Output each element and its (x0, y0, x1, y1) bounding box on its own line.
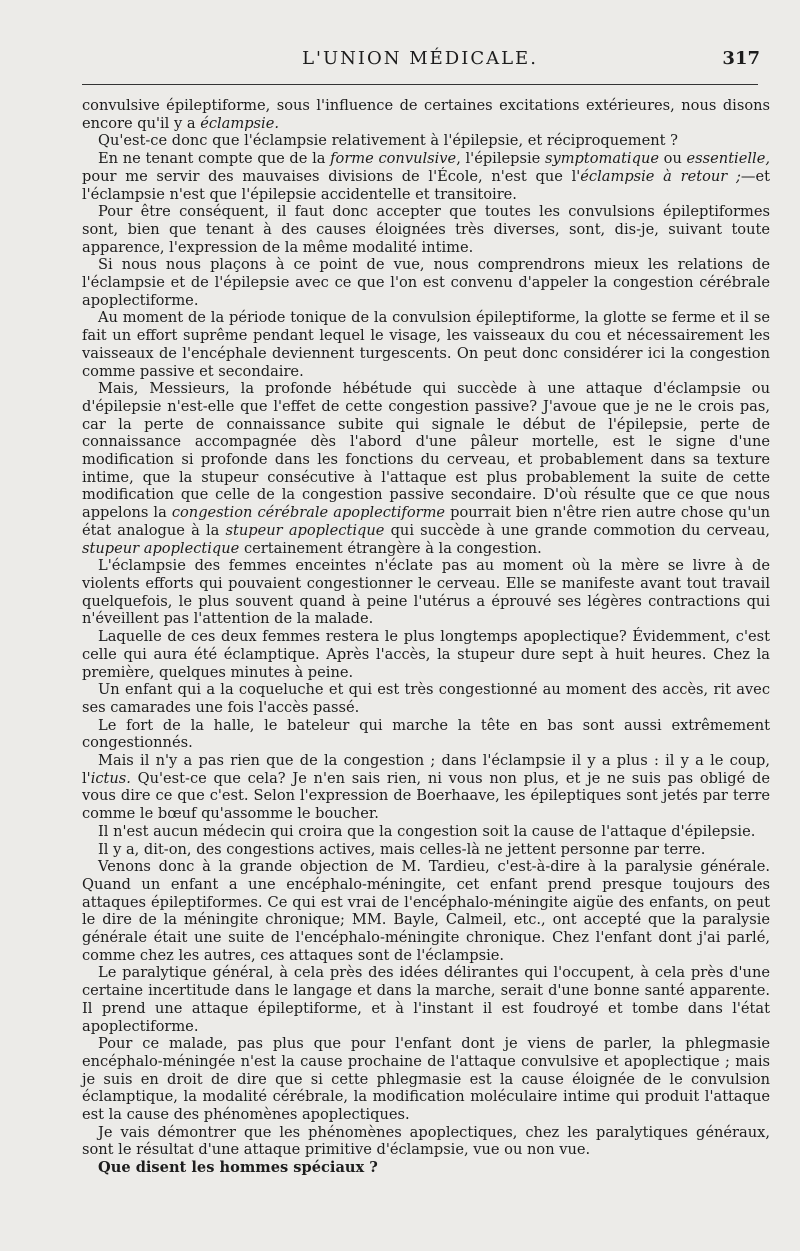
text-run: Pour être conséquent, il faut donc accepter que toutes les convulsions épileptiformes sont, bien que tenant à des causes éloignées très diverses, sont, dis-je, suivant toute apparence, l'expression de la même modalité intime. (82, 203, 770, 256)
italic-text: forme convulsive (330, 150, 457, 168)
paragraph (82, 150, 770, 203)
paragraph (82, 380, 770, 557)
paragraph (82, 823, 770, 841)
paragraph (82, 858, 770, 964)
paragraph (82, 557, 770, 628)
text-run: Il n'est aucun médecin qui croira que la congestion soit la cause de l'attaque d'épilepsie. (98, 822, 756, 840)
paragraph (82, 203, 770, 256)
text-run: En ne tenant compte que de la (98, 150, 331, 168)
paragraph (82, 1124, 770, 1159)
italic-text: stupeur apoplectique (82, 539, 240, 557)
text-run: Pour ce malade, pas plus que pour l'enfant dont je viens de parler, la phlegmasie encéphalo-méningée n'est la cause prochaine de l'attaque convulsive et apoplectique ; mais je suis en droit de dire que si cette phlegmasie est la cause éloignée de le convulsion éclamptique, la modalité cérébrale, la modification moléculaire intime qui produit l'attaque est la cause des phénomènes apoplectiques. (82, 1035, 770, 1124)
text-run: Mais, Messieurs, la profonde hébétude qui succède à une attaque d'éclampsie ou d'épilepsie n'est-elle que l'effet de cette congestion passive? J'avoue que je ne le crois pas, car la perte de connaissance subite qui signale le début de l'épilepsie, perte de connaissance accompagnée dès l'abord d'une pâleur mortelle, est le signe d'une modification si profonde dans les fonctions du cerveau, et probablement dans sa texture intime, que la stupeur consécutive à l'attaque est plus probablement la suite de cette modification que celle de la congestion passive secondaire. D'où résulte que ce que nous appelons la (82, 380, 770, 522)
page-header (80, 48, 760, 72)
text-run: Je vais démontrer que les phénomènes apoplectiques, chez les paralytiques généraux, sont le résultat d'une attaque primitive d'éclampsie, vue ou non vue. (82, 1123, 770, 1159)
text-run: certainement étrangère à la congestion. (239, 539, 542, 557)
text-run: convulsive épileptiforme, sous l'influence de certaines excitations extérieures, nous disons encore qu'il y a (82, 97, 770, 132)
text-run: Mais il n'y a pas rien que de la congestion ; dans l'éclampsie il y a plus : il y a le coup, l' (82, 752, 770, 787)
italic-text: éclampsie. (200, 114, 279, 132)
header-rule (82, 84, 758, 85)
paragraph (82, 1159, 770, 1177)
paragraph (82, 97, 770, 132)
paragraph (82, 628, 770, 681)
paragraph (82, 717, 770, 752)
italic-text: symptomatique (544, 150, 659, 168)
text-run: , l'épilepsie (456, 150, 545, 168)
article-body (82, 97, 770, 1177)
paragraph (82, 256, 770, 309)
paragraph (82, 964, 770, 1035)
paragraph (82, 309, 770, 380)
text-run: qui succède à une grande commotion du cerveau, (384, 521, 770, 539)
text-run: Qu'est-ce que cela? Je n'en sais rien, ni vous non plus, et je ne suis pas obligé de vous dire ce que c'est. Selon l'expression de Boerhaave, les épileptiques sont jetés par terre comme le bœuf qu'assomme le boucher. (82, 769, 770, 823)
text-run: pourrait bien n'être rien autre chose qu'un état analogue à la (82, 504, 771, 539)
text-run: Un enfant qui a la coqueluche et qui est très congestionné au moment des accès, rit avec ses camarades une fois l'accès passé. (82, 681, 770, 716)
paragraph (82, 841, 770, 859)
paragraph (82, 1035, 770, 1124)
text-run: ou (658, 150, 687, 168)
paragraph (82, 681, 770, 716)
text-run: Le fort de la halle, le bateleur qui marche la tête en bas sont aussi extrêmement congestionnés. (82, 716, 770, 752)
text-run: Le paralytique général, à cela près des idées délirantes qui l'occupent, à cela près d'une certaine incertitude dans le langage et dans la marche, serait d'une bonne santé apparente. Il prend une attaque épileptiforme, et à l'instant il est foudroyé et tombe dans l'état apoplectiforme. (82, 964, 770, 1035)
text-run: Si nous nous plaçons à ce point de vue, nous comprendrons mieux les relations de l'éclampsie et de l'épilepsie avec ce que l'on est convenu d'appeler la congestion cérébrale apoplectiforme. (82, 256, 770, 309)
italic-text: ictus. (90, 769, 131, 787)
text-run: Laquelle de ces deux femmes restera le plus longtemps apoplectique? Évidemment, c'est celle qui aura été éclamptique. Après l'accès, la stupeur dure sept à huit heures. Chez la première, quelques minutes à peine. (82, 628, 770, 681)
running-title: L'UNION MÉDICALE. (302, 48, 538, 69)
text-run: Que disent les hommes spéciaux ? (98, 1159, 378, 1177)
paragraph (82, 752, 770, 823)
italic-text: essentielle, (686, 150, 770, 168)
text-run: pour me servir des mauvaises divisions de l'École, n'est que l' (82, 167, 581, 185)
italic-text: stupeur apoplectique (225, 521, 385, 539)
text-run: Il y a, dit-on, des congestions actives, mais celles-là ne jettent personne par terre. (98, 840, 706, 858)
text-run: L'éclampsie des femmes enceintes n'éclate pas au moment où la mère se livre à de violents efforts qui pouvaient congestionner le cerveau. Elle se manifeste avant tout travail quelquefois, le plus souvent quand à peine l'utérus a éprouvé ses légères contractions qui n'éveillent pas l'attention de la malade. (82, 557, 770, 628)
text-run: Venons donc à la grande objection de M. Tardieu, c'est-à-dire à la paralysie générale. Quand un enfant a une encéphalo-méningite, cet enfant prend presque toujours des attaques épileptiformes. Ce qui est vrai de l'encéphalo-méningite aigüe des enfants, on peut le dire de la méningite chronique; MM. Bayle, Calmeil, etc., ont accepté que la paralysie générale était une suite de l'encéphalo-méningite chronique. Chez l'enfant dont j'ai parlé, comme chez les autres, ces attaques sont de l'éclampsie. (82, 858, 770, 964)
page-number: 317 (722, 48, 760, 69)
text-run: —et l'éclampsie n'est que l'épilepsie accidentelle et transitoire. (82, 167, 770, 203)
text-run: Au moment de la période tonique de la convulsion épileptiforme, la glotte se ferme et il se fait un effort suprême pendant lequel le visage, les vaisseaux du cou et nécessairement les vaisseaux de l'encéphale deviennent turgescents. On peut donc considérer ici la congestion comme passive et secondaire. (82, 309, 770, 380)
text-run: Qu'est-ce donc que l'éclampsie relativement à l'épilepsie, et réciproquement ? (98, 132, 679, 150)
paragraph (82, 132, 770, 150)
italic-text: éclampsie à retour ; (580, 167, 741, 185)
italic-text: congestion cérébrale apoplectiforme (171, 504, 446, 522)
